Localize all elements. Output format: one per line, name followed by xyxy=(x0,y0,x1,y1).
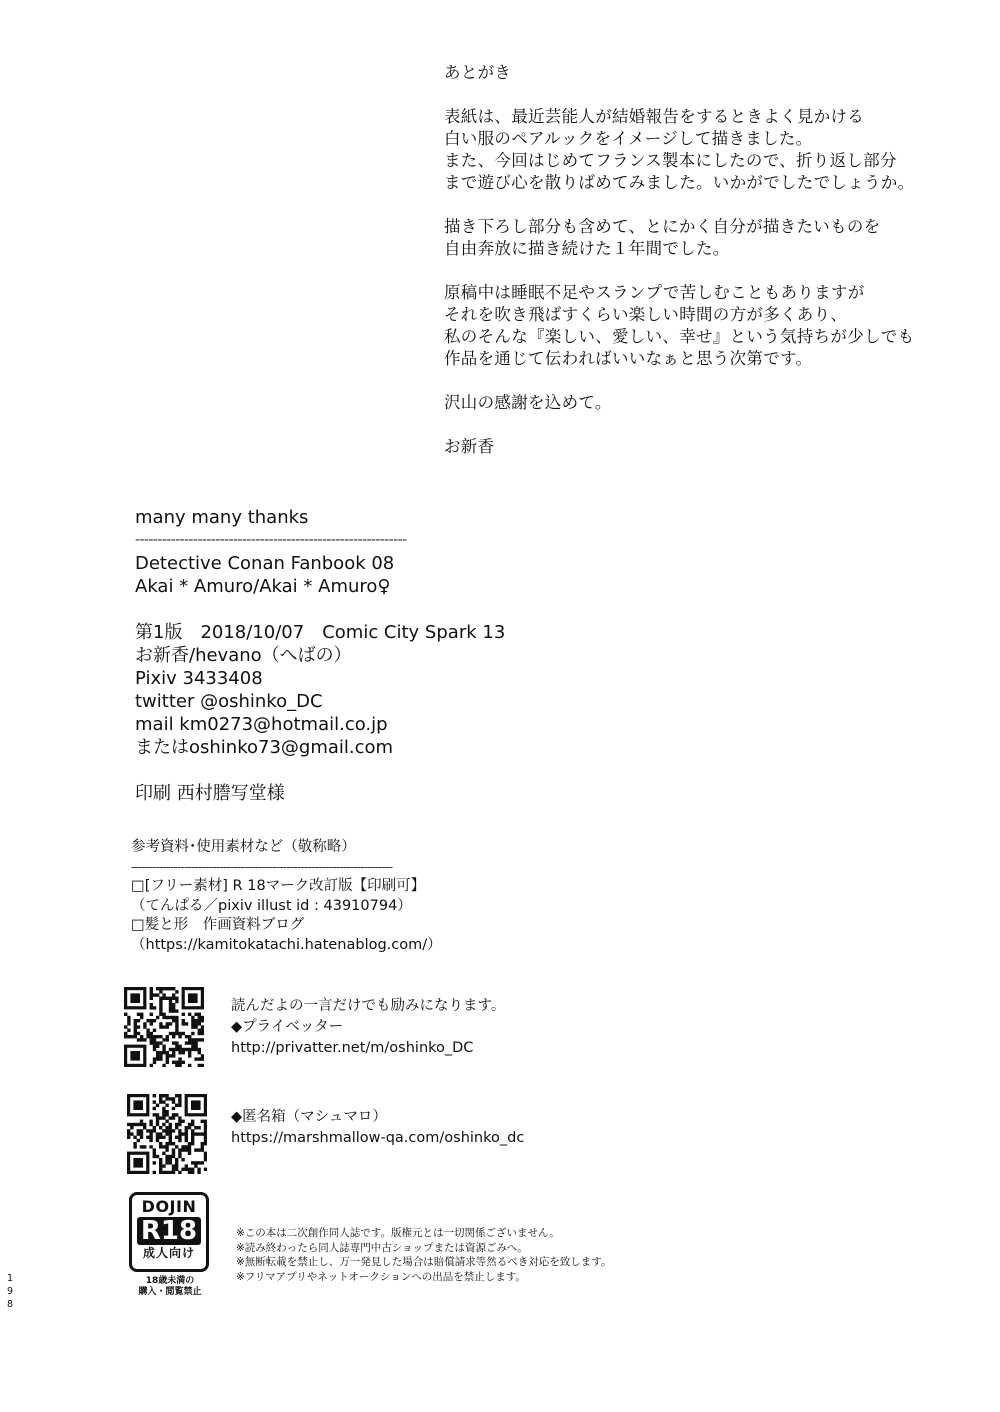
marshmallow-label: ◆匿名箱（マシュマロ） xyxy=(231,1109,387,1125)
afterword-signature: お新香 xyxy=(444,437,495,456)
badge-bottom-text: 成人向け xyxy=(142,1246,195,1260)
privatter-qr-code-icon xyxy=(124,987,204,1067)
page-number-digit: 8 xyxy=(6,1299,14,1310)
book-pairing: Akai * Amuro/Akai * Amuro♀ xyxy=(135,576,391,597)
reference-item: （てんぱる／pixiv illust id : 43910794） xyxy=(131,897,412,914)
afterword-line: まで遊び心を散りばめてみました。いかがでしたでしょうか。 xyxy=(444,173,915,192)
afterword-line: 自由奔放に描き続けた１年間でした。 xyxy=(444,239,730,258)
mail-address-alt: またはoshinko73@gmail.com xyxy=(135,737,394,758)
afterword-line: 描き下ろし部分も含めて、とにかく自分が描きたいものを xyxy=(444,217,881,236)
afterword-line: また、今回はじめてフランス製本にしたので、折り返し部分 xyxy=(444,151,897,170)
twitter-handle: twitter @oshinko_DC xyxy=(135,691,323,712)
badge-main-text: R18 xyxy=(137,1217,201,1245)
page-number-digit: 9 xyxy=(6,1286,14,1297)
afterword-gap xyxy=(444,370,984,392)
badge-note-line: 18歳未満の xyxy=(145,1276,195,1286)
note-item: ※この本は二次創作同人誌です。版権元とは一切関係ございません。 xyxy=(236,1227,560,1239)
r18-badge xyxy=(129,1192,209,1272)
colophon xyxy=(135,506,555,805)
pixiv-id: Pixiv 3433408 xyxy=(135,668,263,689)
marshmallow-qr-code-icon xyxy=(127,1094,207,1174)
colophon-gap xyxy=(135,598,555,621)
colophon-gap xyxy=(135,759,555,782)
badge-note xyxy=(126,1276,214,1298)
afterword xyxy=(444,62,984,458)
privatter-block xyxy=(231,996,505,1059)
afterword-gap xyxy=(444,414,984,436)
note-item: ※フリマアプリやネットオークションへの出品を禁止します。 xyxy=(236,1270,526,1283)
reference-item: （https://kamitokatachi.hatenablog.com/） xyxy=(131,936,442,953)
note-item: ※読み終わったら同人誌専門中古ショップまたは資源ごみへ。 xyxy=(236,1241,528,1254)
reference-item: □髪と形 作画資料ブログ xyxy=(131,917,305,933)
afterword-line: 白い服のペアルックをイメージして描きました。 xyxy=(444,129,813,148)
colophon-rule: ------------------------------------------------------------- xyxy=(135,532,407,548)
reference-item: □[フリー素材] R 18マーク改訂版【印刷可】 xyxy=(131,878,426,894)
afterword-title: あとがき xyxy=(444,63,512,82)
references-heading: 参考資料･使用素材など（敬称略） xyxy=(131,839,356,855)
afterword-line: 沢山の感謝を込めて。 xyxy=(444,393,612,412)
privatter-message: 読んだよの一言だけでも励みになります。 xyxy=(231,998,506,1014)
author-name: お新香/hevano（へばの） xyxy=(135,645,352,666)
disclaimer-notes xyxy=(236,1226,656,1284)
afterword-gap xyxy=(444,194,984,216)
mail-address: mail km0273@hotmail.co.jp xyxy=(135,714,388,735)
page-number-digit: 1 xyxy=(6,1273,14,1284)
afterword-line: 作品を通じて伝わればいいなぁと思う次第です。 xyxy=(444,349,813,368)
afterword-gap xyxy=(444,84,984,106)
page-number xyxy=(5,1272,15,1311)
note-item: ※無断転載を禁止し、万一発見した場合は賠償請求等然るべき対応を致します。 xyxy=(236,1256,612,1268)
afterword-line: それを吹き飛ばすくらい楽しい時間の方が多くあり、 xyxy=(444,305,848,324)
privatter-label: ◆プライベッター xyxy=(231,1019,344,1035)
marshmallow-block xyxy=(231,1107,524,1149)
edition-info: 第1版 2018/10/07 Comic City Spark 13 xyxy=(135,622,506,643)
afterword-line: 私のそんな『楽しい、愛しい、幸せ』という気持ちが少しでも xyxy=(444,327,915,346)
printer-credit: 印刷 西村謄写堂様 xyxy=(135,783,285,804)
colophon-heading: many many thanks xyxy=(135,507,309,528)
afterword-gap xyxy=(444,260,984,282)
afterword-line: 原稿中は睡眠不足やスランプで苦しむこともありますが xyxy=(444,283,865,302)
privatter-url: http://privatter.net/m/oshinko_DC xyxy=(231,1040,474,1056)
references-rule: -------------------------------------------------------------------------- xyxy=(131,859,393,874)
badge-note-line: 購入・閲覧禁止 xyxy=(138,1287,202,1297)
references xyxy=(131,838,531,955)
badge-top-text: DOJIN xyxy=(141,1197,197,1216)
afterword-line: 表紙は、最近芸能人が結婚報告をするときよく見かける xyxy=(444,107,864,126)
marshmallow-url: https://marshmallow-qa.com/oshinko_dc xyxy=(231,1130,525,1146)
book-title: Detective Conan Fanbook 08 xyxy=(135,553,395,574)
